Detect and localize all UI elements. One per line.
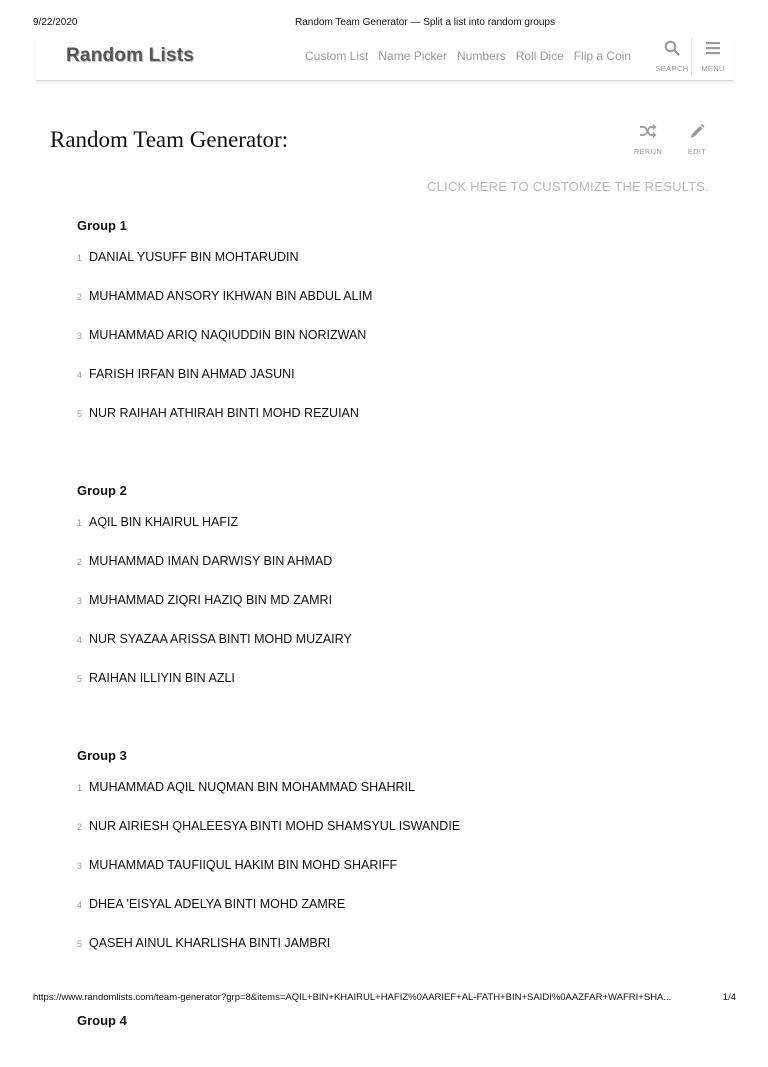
item-number: 1 xyxy=(77,518,83,528)
site-header xyxy=(36,36,733,81)
pencil-icon xyxy=(689,123,705,139)
item-number: 3 xyxy=(77,596,83,606)
main-nav xyxy=(305,49,641,63)
member-name: MUHAMMAD ZIQRI HAZIQ BIN MD ZAMRI xyxy=(89,593,333,607)
member-name: MUHAMMAD ANSORY IKHWAN BIN ABDUL ALIM xyxy=(89,289,373,303)
member-name: NUR SYAZAA ARISSA BINTI MOHD MUZAIRY xyxy=(89,632,352,646)
page-title: Random Team Generator: xyxy=(50,127,289,152)
search-icon xyxy=(664,40,680,56)
list-item xyxy=(77,515,717,554)
hamburger-icon xyxy=(705,40,721,56)
group-title: Group 3 xyxy=(77,748,127,763)
print-page-number: 1/4 xyxy=(722,992,736,1003)
menu-button[interactable] xyxy=(693,40,733,73)
rerun-label: RERUN xyxy=(633,147,663,156)
list-item xyxy=(77,367,717,406)
item-number: 5 xyxy=(77,674,83,684)
print-footer xyxy=(33,992,736,1006)
item-number: 5 xyxy=(77,939,83,949)
list-item xyxy=(77,858,717,897)
customize-results-link[interactable]: CLICK HERE TO CUSTOMIZE THE RESULTS. xyxy=(427,179,709,194)
group xyxy=(77,218,717,445)
nav-name-picker[interactable]: Name Picker xyxy=(378,49,448,63)
list-item xyxy=(77,406,717,445)
search-button[interactable] xyxy=(652,40,692,73)
edit-label: EDIT xyxy=(687,147,707,156)
site-logo[interactable]: Random Lists xyxy=(66,45,195,66)
item-number: 3 xyxy=(77,861,83,871)
groups-list xyxy=(77,218,717,1067)
item-number: 4 xyxy=(77,370,83,380)
item-number: 2 xyxy=(77,822,83,832)
member-name: DHEA 'EISYAL ADELYA BINTI MOHD ZAMRE xyxy=(89,897,346,911)
header-divider xyxy=(691,38,692,76)
nav-numbers[interactable]: Numbers xyxy=(457,49,506,63)
member-name: DANIAL YUSUFF BIN MOHTARUDIN xyxy=(89,250,299,264)
list-item xyxy=(77,250,717,289)
member-name: FARISH IRFAN BIN AHMAD JASUNI xyxy=(89,367,295,381)
list-item xyxy=(77,671,717,710)
nav-roll-dice[interactable]: Roll Dice xyxy=(515,49,564,63)
member-name: AQIL BIN KHAIRUL HAFIZ xyxy=(89,515,239,529)
member-name: NUR AIRIESH QHALEESYA BINTI MOHD SHAMSYUL ISWANDIE xyxy=(89,819,461,833)
nav-flip-a-coin[interactable]: Flip a Coin xyxy=(573,49,632,63)
item-number: 2 xyxy=(77,292,83,302)
nav-custom-list[interactable]: Custom List xyxy=(305,49,369,63)
item-number: 4 xyxy=(77,900,83,910)
member-name: MUHAMMAD TAUFIIQUL HAKIM BIN MOHD SHARIFF xyxy=(89,858,398,872)
list-item xyxy=(77,780,717,819)
menu-label: MENU xyxy=(701,64,725,73)
member-name: MUHAMMAD ARIQ NAQIUDDIN BIN NORIZWAN xyxy=(89,328,367,342)
print-title: Random Team Generator — Split a list into random groups xyxy=(295,17,555,28)
item-number: 2 xyxy=(77,557,83,567)
print-date: 9/22/2020 xyxy=(33,17,78,28)
group-title: Group 2 xyxy=(77,483,127,498)
print-header xyxy=(0,17,768,31)
list-item xyxy=(77,632,717,671)
item-number: 4 xyxy=(77,635,83,645)
item-number: 1 xyxy=(77,253,83,263)
list-item xyxy=(77,328,717,367)
print-url: https://www.randomlists.com/team-generator?grp=8&items=AQIL+BIN+KHAIRUL+HAFIZ%0AARIEF+AL-FATH+BIN+SAIDI%0AAZFAR+WAFRI+SHA... xyxy=(33,992,672,1003)
list-item xyxy=(77,936,717,975)
item-number: 5 xyxy=(77,409,83,419)
group xyxy=(77,1013,717,1029)
member-name: MUHAMMAD IMAN DARWISY BIN AHMAD xyxy=(89,554,333,568)
item-number: 3 xyxy=(77,331,83,341)
member-name: NUR RAIHAH ATHIRAH BINTI MOHD REZUIAN xyxy=(89,406,359,420)
group-title: Group 4 xyxy=(77,1013,127,1028)
list-item xyxy=(77,593,717,632)
group xyxy=(77,483,717,710)
member-name: QASEH AINUL KHARLISHA BINTI JAMBRI xyxy=(89,936,331,950)
search-label: SEARCH xyxy=(655,64,689,73)
item-number: 1 xyxy=(77,783,83,793)
edit-button[interactable] xyxy=(677,123,717,156)
member-name: MUHAMMAD AQIL NUQMAN BIN MOHAMMAD SHAHRIL xyxy=(89,780,415,794)
group-title: Group 1 xyxy=(77,218,127,233)
rerun-button[interactable] xyxy=(628,123,668,156)
member-name: RAIHAN ILLIYIN BIN AZLI xyxy=(89,671,235,685)
list-item xyxy=(77,897,717,936)
list-item xyxy=(77,819,717,858)
group xyxy=(77,748,717,975)
list-item xyxy=(77,289,717,328)
list-item xyxy=(77,554,717,593)
shuffle-icon xyxy=(639,123,657,139)
